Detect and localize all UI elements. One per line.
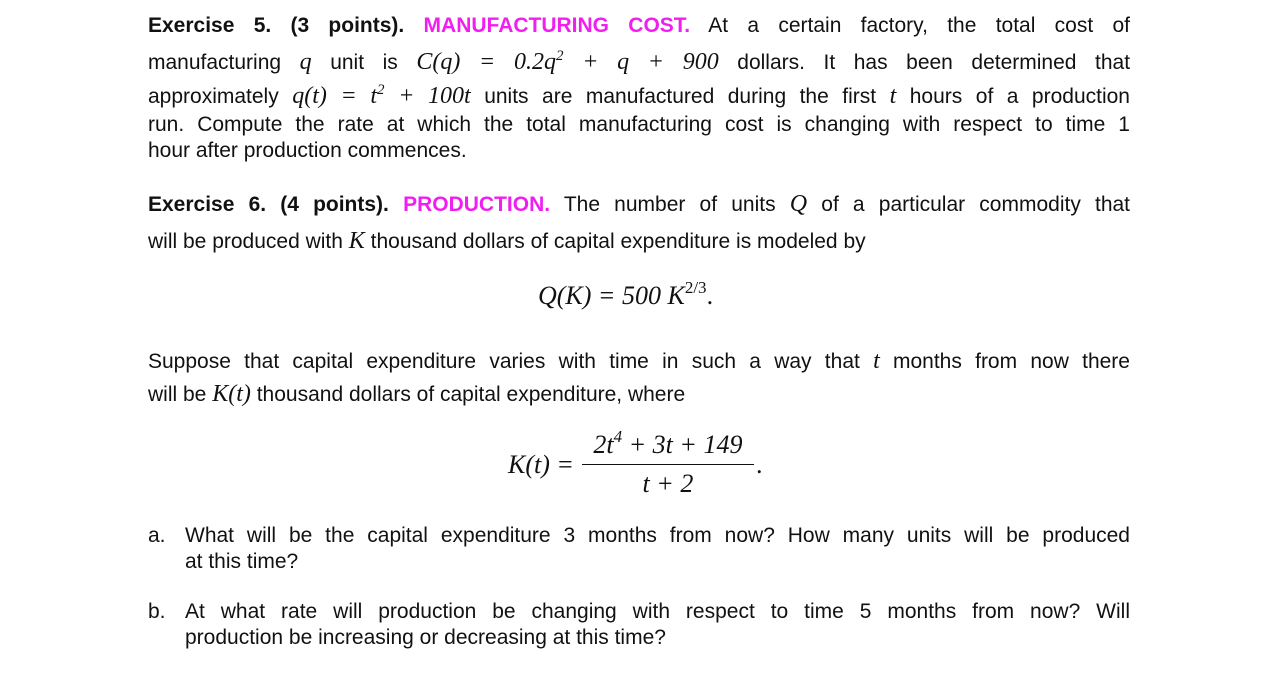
list-item-b-body	[185, 599, 1130, 651]
math-var-K: K	[348, 228, 365, 254]
exercise-6-p2-line-2	[148, 377, 1130, 412]
exercise-5-text-2c: dollars. It has been determined that	[737, 51, 1131, 74]
capital-equation-lhs: K(t) =	[508, 449, 574, 479]
exercise-6-heading: Exercise 6. (4 points).	[148, 193, 389, 216]
units-formula-rhs: + 100t	[398, 83, 471, 109]
units-formula-lhs: q(t) = t	[292, 83, 378, 109]
exercise-6	[148, 186, 1130, 260]
exercise-5-text-1: At a certain factory, the total cost of	[708, 14, 1130, 37]
production-equation-period: .	[706, 281, 714, 310]
list-item-a	[148, 523, 1130, 575]
exercise-6-text-1a: The number of units	[563, 193, 776, 216]
exercise-5-text-3c: hours of a production	[909, 85, 1130, 108]
list-item-a-body	[185, 523, 1130, 575]
numerator-term-1: 2t	[593, 430, 614, 459]
capital-fraction	[582, 427, 754, 499]
exercise-5-heading: Exercise 5. (3 points).	[148, 14, 405, 37]
numerator-exp: 4	[613, 427, 623, 446]
list-marker-b: b.	[148, 600, 166, 623]
exercise-5-line-3	[148, 81, 1130, 112]
capital-equation	[508, 427, 763, 499]
cost-formula-lhs: C(q) = 0.2q	[416, 49, 556, 75]
math-var-t: t	[889, 83, 897, 109]
capital-fraction-numerator	[582, 427, 754, 465]
exercise-6-p2-text-1a: Suppose that capital expenditure varies with time in such a way that	[148, 350, 860, 373]
cost-formula	[416, 49, 718, 75]
math-var-Q: Q	[789, 191, 808, 217]
list-item-b	[148, 599, 1130, 651]
production-equation-exp: 2/3	[684, 278, 707, 297]
exercise-5-text-2a: manufacturing	[148, 51, 282, 74]
exercise-6-text-2a: will be produced with	[148, 230, 343, 253]
exercise-6-topic: PRODUCTION.	[403, 193, 551, 216]
numerator-rest: + 3t + 149	[628, 430, 743, 459]
exercise-6-p2-line-1	[148, 346, 1130, 377]
list-marker-a: a.	[148, 524, 166, 547]
cost-formula-rhs: + q + 900	[582, 49, 719, 75]
exercise-6-paragraph-2	[148, 346, 1130, 412]
exercise-6-p2-text-1b: months from now there	[893, 350, 1130, 373]
list-item-a-line-2: at this time?	[185, 550, 299, 573]
math-var-Kt: K(t)	[212, 381, 251, 407]
exercise-5	[148, 8, 1130, 164]
exercise-5-text-2b: unit is	[330, 51, 398, 74]
cost-formula-exp: 2	[555, 48, 564, 64]
production-equation-lhs: Q(K) = 500 K	[538, 281, 685, 310]
list-item-b-line-2: production be increasing or decreasing at this time?	[185, 626, 666, 649]
list-item-a-line-1: What will be the capital expenditure 3 months from now? How many units will be produced	[185, 524, 1130, 547]
exercise-6-line-2	[148, 223, 1130, 260]
units-formula	[292, 83, 470, 109]
list-item-b-line-1: At what rate will production be changing with respect to time 5 months from now? Will	[185, 600, 1130, 623]
capital-equation-period: .	[755, 449, 763, 479]
exercise-6-p2-text-2b: thousand dollars of capital expenditure, where	[256, 383, 686, 406]
exercise-6-text-2b: thousand dollars of capital expenditure is modeled by	[370, 230, 866, 253]
exercise-5-topic: MANUFACTURING COST.	[423, 14, 691, 37]
exercise-5-line-5: hour after production commences.	[148, 139, 467, 162]
exercise-5-text-3a: approximately	[148, 85, 279, 108]
exercise-6-p2-text-2a: will be	[148, 383, 207, 406]
exercise-5-text-3b: units are manufactured during the first	[484, 85, 877, 108]
units-formula-exp: 2	[377, 82, 385, 98]
math-var-t-2: t	[873, 348, 880, 374]
exercise-6-text-1b: of a particular commodity that	[821, 193, 1131, 216]
math-var-q: q	[299, 49, 312, 75]
exercise-6-line-1	[148, 186, 1130, 223]
exercise-5-line-4: run. Compute the rate at which the total manufacturing cost is changing with respect to time 1	[148, 113, 1130, 136]
capital-fraction-denominator: t + 2	[642, 469, 694, 498]
exercise-5-line-2	[148, 44, 1130, 81]
production-equation	[538, 278, 714, 311]
exercise-5-line-1	[148, 8, 1130, 44]
